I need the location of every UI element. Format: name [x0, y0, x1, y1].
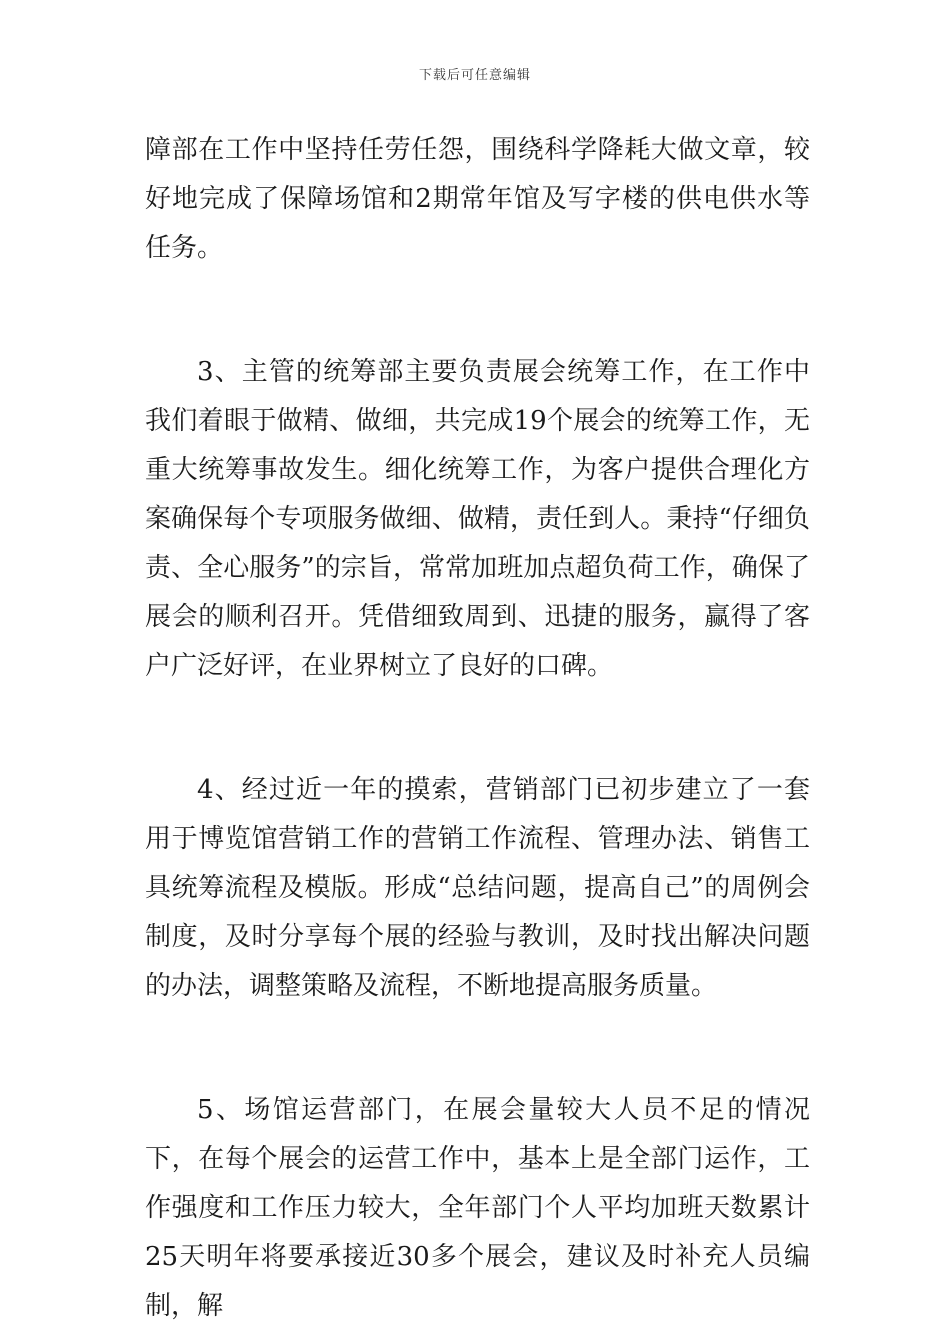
paragraph-item-4: 4、经过近一年的摸索，营销部门已初步建立了一套用于博览馆营销工作的营销工作流程、管理办法、销售工具统筹流程及模版。形成“总结问题，提高自己”的周例会制度，及时分享每个展的经验与教训，及时找出解决问题的办法，调整策略及流程，不断地提高服务质量。 — [145, 775, 810, 1001]
paragraph-item-5: 5、场馆运营部门，在展会量较大人员不足的情况下，在每个展会的运营工作中，基本上是全部门运作，工作强度和工作压力较大，全年部门个人平均加班天数累计25天明年将要承接近30多个展会，建议及时补充人员编制，解 — [145, 1095, 810, 1321]
paragraph-gap — [145, 691, 810, 766]
page-header-note: 下载后可任意编辑 — [418, 68, 531, 83]
paragraph-gap — [145, 273, 810, 348]
paragraph-continuation: 障部在工作中坚持任劳任怨，围绕科学降耗大做文章，较好地完成了保障场馆和2期常年馆及写字楼的供电供水等任务。 — [145, 135, 810, 263]
paragraph-item-3: 3、主管的统筹部主要负责展会统筹工作，在工作中我们着眼于做精、做细，共完成19个展会的统筹工作，无重大统筹事故发生。细化统筹工作，为客户提供合理化方案确保每个专项服务做细、做精，责任到人。秉持“仔细负责、全心服务”的宗旨，常常加班加点超负荷工作，确保了展会的顺利召开。凭借细致周到、迅捷的服务，赢得了客户广泛好评，在业界树立了良好的口碑。 — [145, 357, 810, 681]
paragraph-gap — [145, 1011, 810, 1086]
document-body — [145, 126, 810, 1331]
